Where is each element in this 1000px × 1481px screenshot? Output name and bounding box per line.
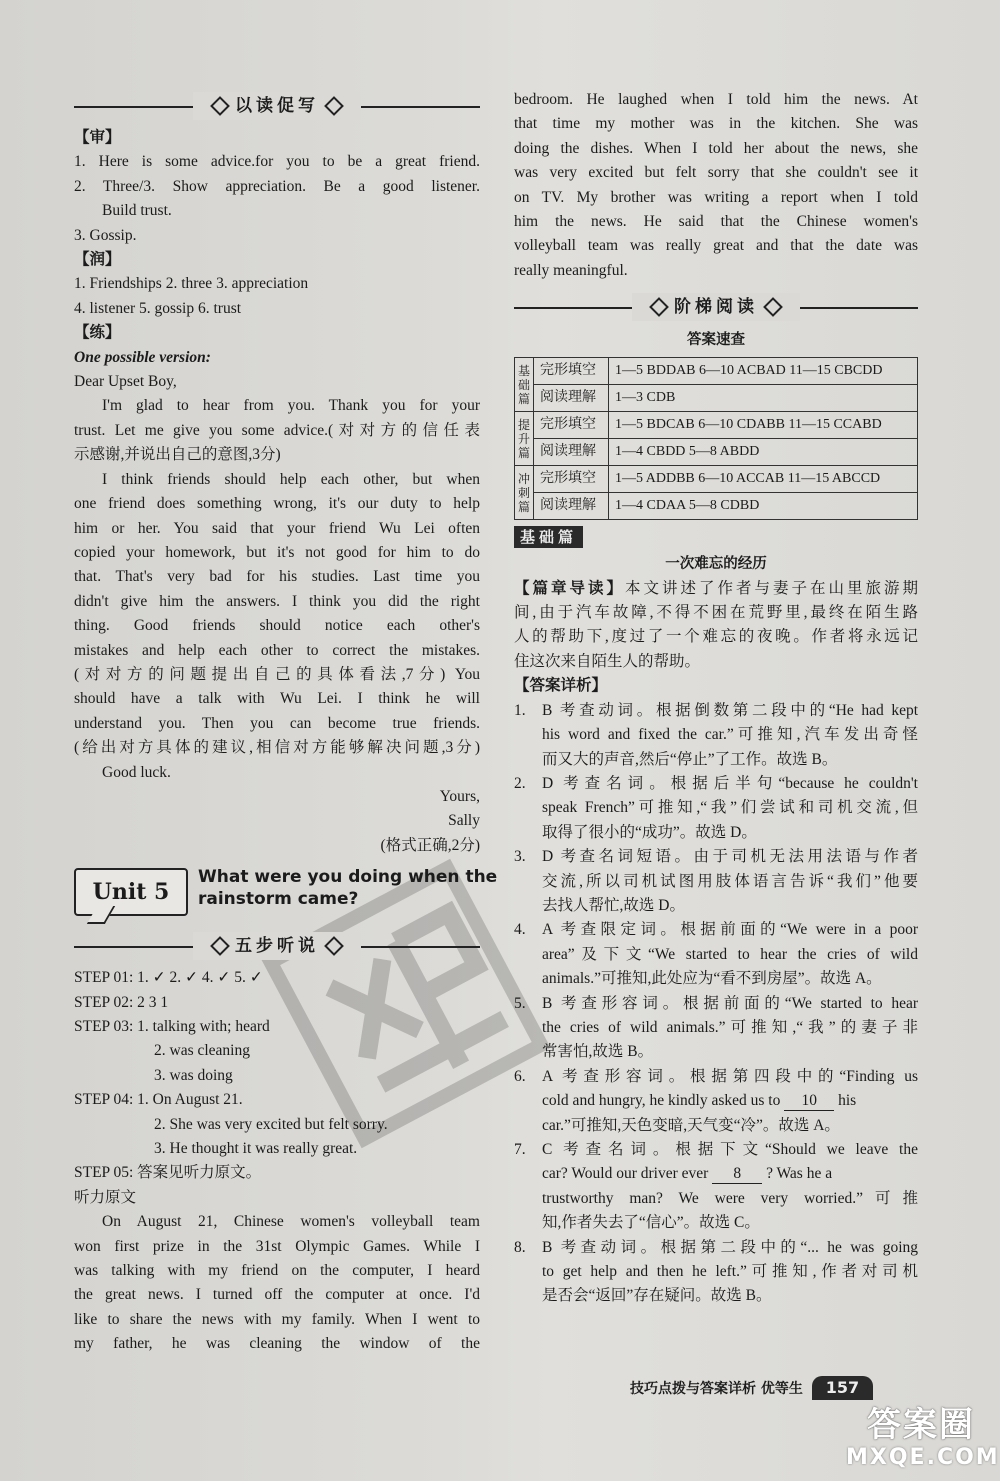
- item-text: B 考查动词。根据倒数第二段中的“He had kept: [542, 701, 918, 719]
- footer-text: 技巧点拨与答案详析 优等生: [630, 1381, 803, 1397]
- detail-label: 【答案详析】: [514, 677, 608, 695]
- answer-item-line: the cries of wild animals.”可推知,“我”的妻子非: [542, 1018, 918, 1036]
- table-row: [515, 358, 918, 385]
- listening-line: my father, he was cleaning the window of the: [74, 1335, 480, 1353]
- intro-line: [514, 577, 918, 601]
- item-text: B 考查形容词。根据前面的“We started to hear: [542, 994, 918, 1012]
- step-line: 2. She was very excited but felt sorry.: [154, 1115, 388, 1133]
- step-line: STEP 01: 1. ✓ 2. ✓ 4. ✓ 5. ✓: [74, 969, 263, 987]
- story-title: 一次难忘的经历: [665, 555, 767, 572]
- format-note: (格式正确,2分): [380, 836, 480, 854]
- answer-item-line: speak French”可推知,“我”们尝试和司机交流,但: [542, 799, 918, 817]
- listening-line: the great news. I turned off the computer at once. I'd: [74, 1286, 480, 1304]
- run-line: 4. listener 5. gossip 6. trust: [74, 299, 242, 317]
- item-number: 7.: [514, 1141, 526, 1158]
- answer-item-line: [514, 1162, 918, 1186]
- listening-line: really meaningful.: [514, 261, 628, 279]
- answer-item: [514, 1236, 918, 1260]
- answer-item-line: 取得了很小的“成功”。故选 D。: [542, 823, 757, 841]
- answer-item-line: car.”可推知,天色变暗,天气变“冷”。故选 A。: [542, 1116, 840, 1134]
- table-row: [515, 412, 918, 439]
- table-row: [515, 493, 918, 520]
- answer-item-line: trustworthy man? We were very worried.”可推: [542, 1189, 918, 1207]
- item-text: ? Was he a: [766, 1165, 833, 1183]
- group-label: 冲刺篇: [515, 466, 534, 520]
- item-text: C 考查名词。根据下文“Should we leave the: [542, 1141, 918, 1158]
- listening-line: won first prize in the 31st Olympic Games. While I: [74, 1237, 480, 1255]
- step-line: STEP 02: 2 3 1: [74, 993, 169, 1011]
- shen-line: 2. Three/3. Show appreciation. Be a good listener.: [74, 177, 480, 195]
- step-line: STEP 04: 1. On August 21.: [74, 1091, 243, 1109]
- category-cell: 阅读理解: [534, 493, 609, 520]
- section-title: 五步听说: [193, 932, 361, 960]
- watermark-big: 答案圈: [867, 1405, 975, 1445]
- basic-section-tag-row: [514, 526, 918, 550]
- item-text: B 考查动词。根据第二段中的“... he was going: [542, 1238, 918, 1256]
- letter-line: copied your homework, but it's not good for him to do: [74, 543, 480, 561]
- right-column: [514, 88, 918, 1309]
- intro-line: 住这次来自陌生人的帮助。: [514, 652, 701, 670]
- item-number: 8.: [514, 1238, 526, 1256]
- answer-table: [514, 357, 918, 520]
- letter-line: 示感谢,并说出自己的意图,3分): [74, 446, 281, 464]
- answer-item-line: his word and fixed the car.”可推知,汽车发出奇怪: [542, 726, 918, 744]
- category-cell: 完形填空: [534, 466, 609, 493]
- answer-item: [514, 992, 918, 1016]
- listening-line: was talking with my friend on the computer, I heard: [74, 1262, 480, 1280]
- item-text: D 考查名词短语。由于司机无法用法语与作者: [542, 848, 918, 866]
- answer-cell: 1—5 BDCAB 6—10 CDABB 11—15 CCABD: [609, 412, 918, 439]
- intro-line: 间,由于汽车故障,不得不困在荒野里,最终在陌生路: [514, 604, 918, 622]
- step-line: 3. was doing: [154, 1066, 233, 1084]
- step-line: STEP 05: 答案见听力原文。: [74, 1164, 262, 1182]
- item-text: A 考查限定词。根据前面的“We were in a poor: [542, 921, 918, 939]
- label-lian: 【练】: [74, 324, 121, 342]
- shen-line: 3. Gossip.: [74, 226, 137, 244]
- answer-cell: 1—4 CBDD 5—8 ABDD: [609, 439, 918, 466]
- item-text: car? Would our driver ever: [542, 1165, 709, 1183]
- unit-title: What were you doing when the rainstorm came?: [198, 867, 498, 910]
- watermark-small: MXQE.COM: [846, 1445, 1000, 1470]
- item-text: A 考查形容词。根据第四段中的“Finding us: [542, 1067, 918, 1085]
- step-line: STEP 03: 1. talking with; heard: [74, 1018, 270, 1035]
- section-header-listening: [74, 932, 480, 960]
- letter-line: (给出对方具体的建议,相信对方能够解决问题,3分): [74, 739, 480, 757]
- listening-line: bedroom. He laughed when I told him the news. At: [514, 91, 918, 108]
- letter-line: understand you. Then you can become true friends.: [74, 714, 480, 732]
- section-header-reading-writing: [74, 92, 480, 120]
- category-cell: 完形填空: [534, 358, 609, 385]
- group-label: 基础篇: [515, 358, 534, 412]
- answer-item-line: 知,作者失去了“信心”。故选 C。: [542, 1214, 760, 1232]
- run-line: 1. Friendships 2. three 3. appreciation: [74, 275, 309, 293]
- item-number: 6.: [514, 1067, 526, 1085]
- item-number: 5.: [514, 994, 526, 1012]
- listening-line: like to share the news with my family. When I went to: [74, 1310, 480, 1328]
- section-header-reading: [514, 293, 918, 321]
- answer-item: [514, 772, 918, 796]
- listening-line: him the news. He said that the Chinese women's: [514, 213, 918, 231]
- table-row: [515, 466, 918, 493]
- answer-cell: 1—3 CDB: [609, 385, 918, 412]
- table-row: [515, 385, 918, 412]
- letter-line: thing. Good friends should notice each other's: [74, 617, 480, 635]
- page-number: 157: [812, 1376, 873, 1400]
- answer-item-line: 而又大的声音,然后“停止”了工作。故选 B。: [542, 750, 838, 768]
- shen-line: 1. Here is some advice.for you to be a great friend.: [74, 153, 480, 171]
- intro-text: 本文讲述了作者与妻子在山里旅游期: [625, 579, 918, 597]
- answer-blank: 8: [712, 1165, 762, 1184]
- item-text: his: [838, 1092, 857, 1110]
- letter-line: one friend does something wrong, it's our duty to help: [74, 495, 480, 513]
- page-footer: [630, 1376, 873, 1401]
- answer-item-line: 是否会“返回”存在疑问。故选 B。: [542, 1287, 772, 1305]
- group-label: 提升篇: [515, 412, 534, 466]
- item-number: 1.: [514, 701, 526, 719]
- letter-line: that. That's very bad for his studies. Last time you: [74, 568, 480, 586]
- step-line: 2. was cleaning: [154, 1042, 250, 1060]
- listening-line: doing the dishes. When I told her about the news, she: [514, 139, 918, 157]
- letter-line: should have a talk with Wu Lei. I think he will: [74, 690, 480, 708]
- answer-cell: 1—5 ADDBB 6—10 ACCAB 11—15 ABCCD: [609, 466, 918, 493]
- section-title: 以读促写: [193, 92, 361, 120]
- letter-line: trust. Let me give you some advice.(对对方的信任表: [74, 421, 480, 439]
- answer-item-line: animals.”可推知,此处应为“看不到房屋”。故选 A。: [542, 970, 882, 988]
- step-line: 3. He thought it was really great.: [154, 1140, 358, 1158]
- item-text: D 考查名词。根据后半句“because he couldn't: [542, 774, 918, 792]
- left-column: [74, 88, 498, 1357]
- listening-line: was very excited but felt sorry that she couldn't see it: [514, 164, 918, 182]
- listening-line: that time my mother was in the kitchen. She was: [514, 115, 918, 133]
- answer-cell: 1—4 CDAA 5—8 CDBD: [609, 493, 918, 520]
- answer-item: [514, 845, 918, 869]
- letter-line: Good luck.: [102, 763, 171, 781]
- listening-line: On August 21, Chinese women's volleyball team: [102, 1213, 480, 1231]
- letter-greeting: Dear Upset Boy,: [74, 373, 177, 391]
- table-row: [515, 439, 918, 466]
- category-cell: 阅读理解: [534, 439, 609, 466]
- letter-line: didn't give him the answers. I think you did the right: [74, 592, 480, 610]
- answer-item-line: 去找人帮忙,故选 D。: [542, 896, 685, 914]
- answer-item-line: 交流,所以司机试图用肢体语言告诉“我们”他要: [542, 872, 918, 890]
- item-text: cold and hungry, he kindly asked us to: [542, 1092, 781, 1110]
- answer-item-line: area”及下文“We started to hear the cries of wild: [542, 945, 918, 963]
- item-number: 3.: [514, 848, 526, 866]
- answer-item: [514, 1138, 918, 1162]
- item-number: 2.: [514, 774, 526, 792]
- letter-line: mistakes and help each other to correct the mistakes.: [74, 641, 480, 659]
- answer-item: [514, 699, 918, 723]
- section-title: 阶梯阅读: [632, 293, 800, 321]
- intro-label: 【篇章导读】: [514, 579, 625, 597]
- letter-line: I'm glad to hear from you. Thank you for your: [102, 397, 480, 415]
- category-cell: 阅读理解: [534, 385, 609, 412]
- answer-cell: 1—5 BDDAB 6—10 ACBAD 11—15 CBCDD: [609, 358, 918, 385]
- letter-signature: Sally: [448, 812, 480, 830]
- listening-line: on TV. My brother was writing a report when I told: [514, 188, 918, 206]
- answer-item-line: 常害怕,故选 B。: [542, 1043, 654, 1061]
- answer-item: [514, 918, 918, 942]
- answer-item-line: to get help and then he left.”可推知,作者对司机: [542, 1263, 918, 1281]
- listening-line: volleyball team was really great and that the date was: [514, 237, 918, 255]
- item-number: 4.: [514, 921, 526, 939]
- answer-item-line: [514, 1089, 918, 1113]
- letter-line: I think friends should help each other, but when: [102, 470, 480, 488]
- site-watermark-logo: [846, 1405, 1000, 1477]
- shen-line: Build trust.: [102, 202, 172, 220]
- listening-label: 听力原文: [74, 1188, 137, 1206]
- possible-version: One possible version:: [74, 348, 211, 366]
- answer-blank: 10: [784, 1092, 834, 1111]
- letter-line: (对对方的问题提出自己的具体看法,7分) You: [74, 665, 480, 683]
- letter-line: him or her. You said that your friend Wu Lei often: [74, 519, 480, 537]
- unit-label: Unit 5: [74, 868, 188, 916]
- category-cell: 完形填空: [534, 412, 609, 439]
- table-title: 答案速查: [687, 332, 745, 349]
- basic-section-tag: 基础篇: [514, 526, 583, 548]
- label-shen: 【审】: [74, 129, 121, 146]
- letter-closing: Yours,: [439, 787, 480, 805]
- answer-item: [514, 1065, 918, 1089]
- intro-line: 人的帮助下,度过了一个难忘的夜晚。作者将永远记: [514, 628, 918, 646]
- unit-header: [74, 866, 498, 928]
- label-run: 【润】: [74, 251, 121, 269]
